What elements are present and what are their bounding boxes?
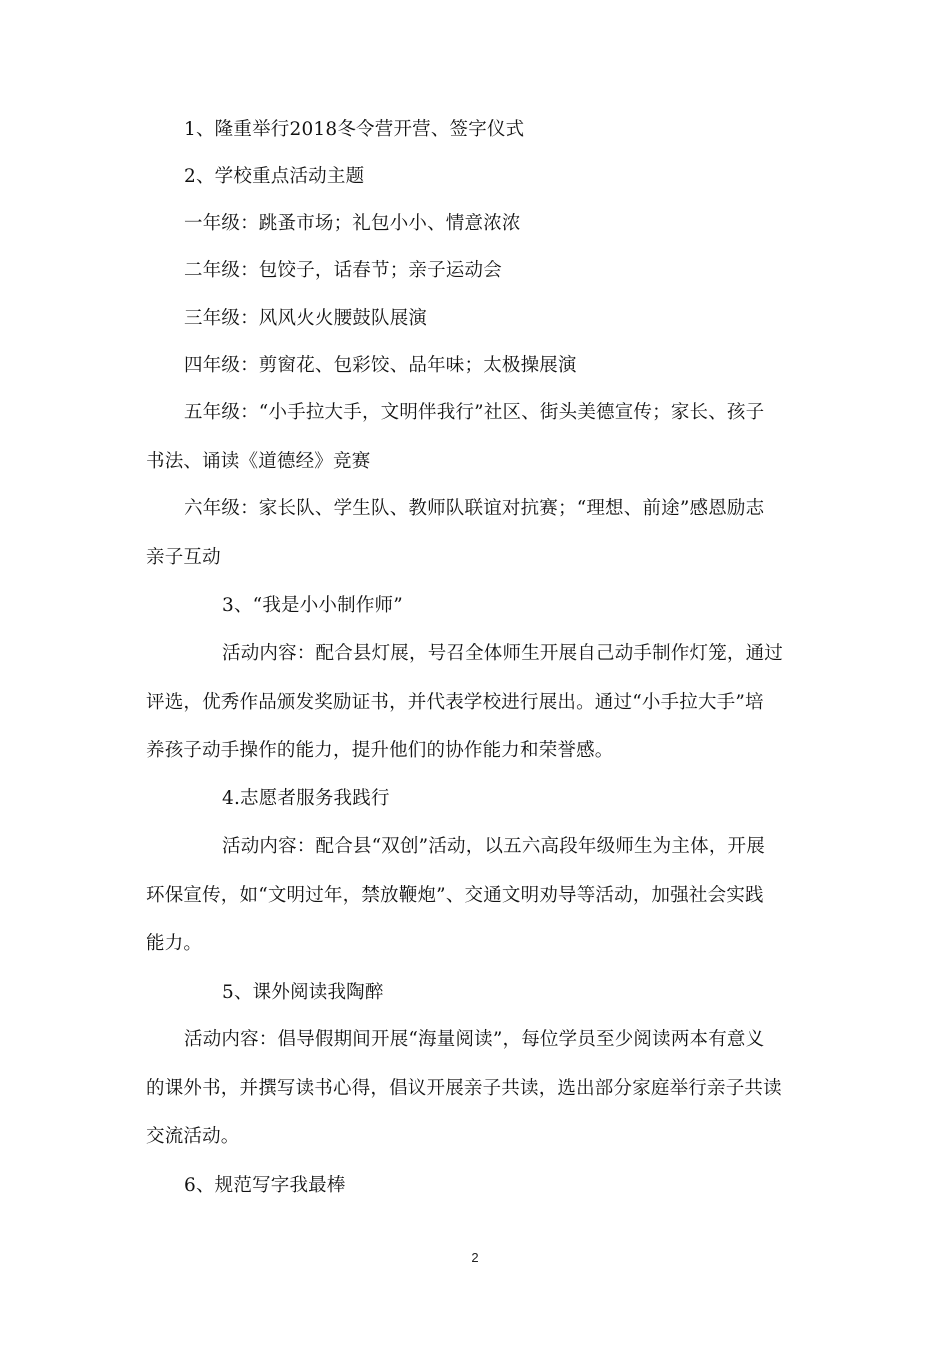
text-line-20: 活动内容：倡导假期间开展“海量阅读”，每位学员至少阅读两本有意义	[184, 1029, 765, 1050]
text-line-18: 能力。	[146, 933, 203, 954]
text-line-10: 亲子互动	[146, 547, 221, 568]
text-line-13: 评选，优秀作品颁发奖励证书，并代表学校进行展出。通过“小手拉大手”培	[146, 692, 764, 713]
text-line-2: 2、学校重点活动主题	[184, 166, 365, 187]
text-line-21: 的课外书，并撰写读书心得，倡议开展亲子共读，选出部分家庭举行亲子共读	[146, 1078, 782, 1099]
text-line-22: 交流活动。	[146, 1126, 240, 1147]
text-line-8: 书法、诵读《道德经》竞赛	[146, 451, 371, 472]
text-line-12: 活动内容：配合县灯展，号召全体师生开展自己动手制作灯笼，通过	[222, 643, 784, 664]
text-line-5: 三年级：风风火火腰鼓队展演	[184, 308, 428, 329]
text-line-15: 4.志愿者服务我践行	[222, 788, 390, 809]
text-line-3: 一年级：跳蚤市场；礼包小小、情意浓浓	[184, 213, 521, 234]
text-line-23: 6、规范写字我最棒	[184, 1175, 346, 1196]
text-line-17: 环保宣传，如“文明过年，禁放鞭炮”、交通文明劝导等活动，加强社会实践	[146, 885, 764, 906]
text-line-1: 1、隆重举行2018冬令营开营、签字仪式	[184, 119, 525, 140]
text-line-4: 二年级：包饺子，话春节；亲子运动会	[184, 260, 502, 281]
text-line-14: 养孩子动手操作的能力，提升他们的协作能力和荣誉感。	[146, 740, 614, 761]
text-line-9: 六年级：家长队、学生队、教师队联谊对抗赛；“理想、前途”感恩励志	[184, 498, 765, 519]
text-line-7: 五年级：“小手拉大手，文明伴我行”社区、街头美德宣传；家长、孩子	[184, 402, 765, 423]
page-number: 2	[471, 1250, 479, 1265]
text-line-6: 四年级：剪窗花、包彩饺、品年味；太极操展演	[184, 355, 577, 376]
text-line-11: 3、“我是小小制作师”	[222, 595, 403, 616]
text-line-16: 活动内容：配合县“双创”活动，以五六高段年级师生为主体，开展	[222, 836, 765, 857]
text-line-19: 5、课外阅读我陶醉	[222, 982, 384, 1003]
